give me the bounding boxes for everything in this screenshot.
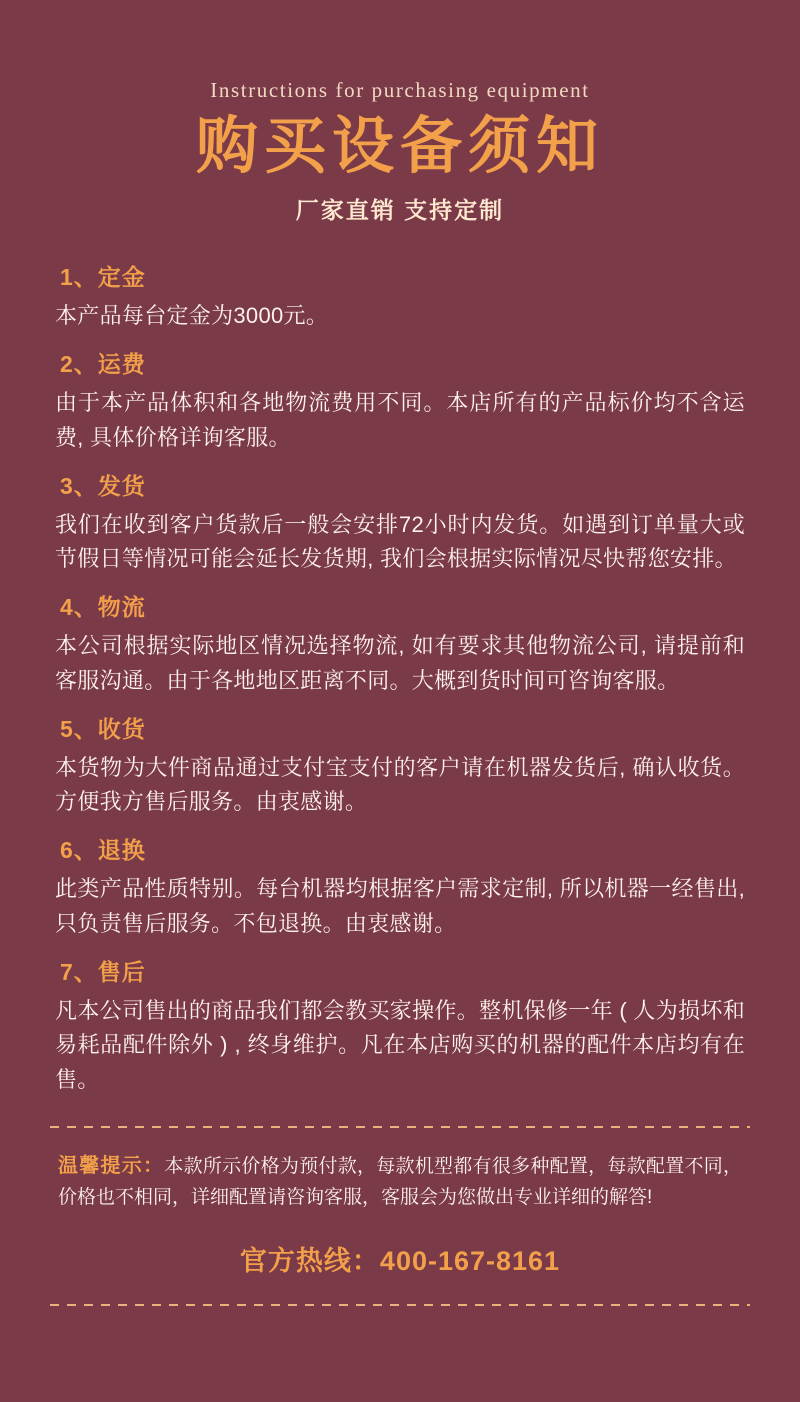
- warm-tip-label: 温馨提示：: [58, 1154, 165, 1177]
- section-freight: [55, 346, 745, 456]
- section-body: 此类产品性质特别。每台机器均根据客户需求定制, 所以机器一经售出, 只负责售后服务。不包退换。由衷感谢。: [55, 876, 745, 936]
- sections-container: [0, 225, 800, 1098]
- section-body: 由于本产品体积和各地物流费用不同。本店所有的产品标价均不含运费, 具体价格详询客服。: [55, 390, 745, 450]
- hotline[interactable]: 官方热线：400-167-8161: [239, 1246, 561, 1277]
- section-receiving: [55, 711, 745, 821]
- section-heading: 3、发货: [60, 472, 146, 499]
- page-title: 购买设备须知: [195, 112, 604, 181]
- section-shipping: [55, 468, 745, 578]
- section-heading: 6、退换: [60, 837, 146, 864]
- section-body: 本产品每台定金为3000元。: [55, 303, 329, 329]
- section-body: 凡本公司售出的商品我们都会教买家操作。整机保修一年 ( 人为损坏和易耗品配件除外 ) , 终身维护。凡在本店购买的机器的配件本店均有在售。: [55, 997, 745, 1093]
- section-heading: 5、收货: [60, 715, 146, 742]
- divider-bottom: [50, 1304, 750, 1306]
- section-heading: 1、定金: [60, 264, 146, 291]
- section-logistics: [55, 589, 745, 699]
- section-heading: 4、物流: [60, 594, 146, 621]
- warm-tip-text: 本款所示价格为预付款，每款机型都有很多种配置，每款配置不同，价格也不相同，详细配置请咨询客服，客服会为您做出专业详细的解答!: [58, 1155, 742, 1208]
- section-body: 我们在收到客户货款后一般会安排72小时内发货。如遇到订单量大或节假日等情况可能会延长发货期, 我们会根据实际情况尽快帮您安排。: [55, 511, 745, 572]
- warm-tip: [58, 1150, 742, 1214]
- english-title: Instructions for purchasing equipment: [210, 78, 590, 102]
- section-after-sales: [55, 954, 745, 1098]
- section-returns: [55, 832, 745, 942]
- poster-header: [0, 0, 800, 225]
- section-body: 本货物为大件商品通过支付宝支付的客户请在机器发货后, 确认收货。方便我方售后服务。由衷感谢。: [55, 754, 745, 815]
- section-deposit: [55, 259, 745, 334]
- divider-top: [50, 1126, 750, 1128]
- page-subtitle: 厂家直销 支持定制: [295, 197, 505, 224]
- section-body: 本公司根据实际地区情况选择物流, 如有要求其他物流公司, 请提前和客服沟通。由于各地地区距离不同。大概到货时间可咨询客服。: [55, 633, 745, 693]
- section-heading: 7、售后: [60, 958, 146, 985]
- section-heading: 2、运费: [60, 351, 146, 378]
